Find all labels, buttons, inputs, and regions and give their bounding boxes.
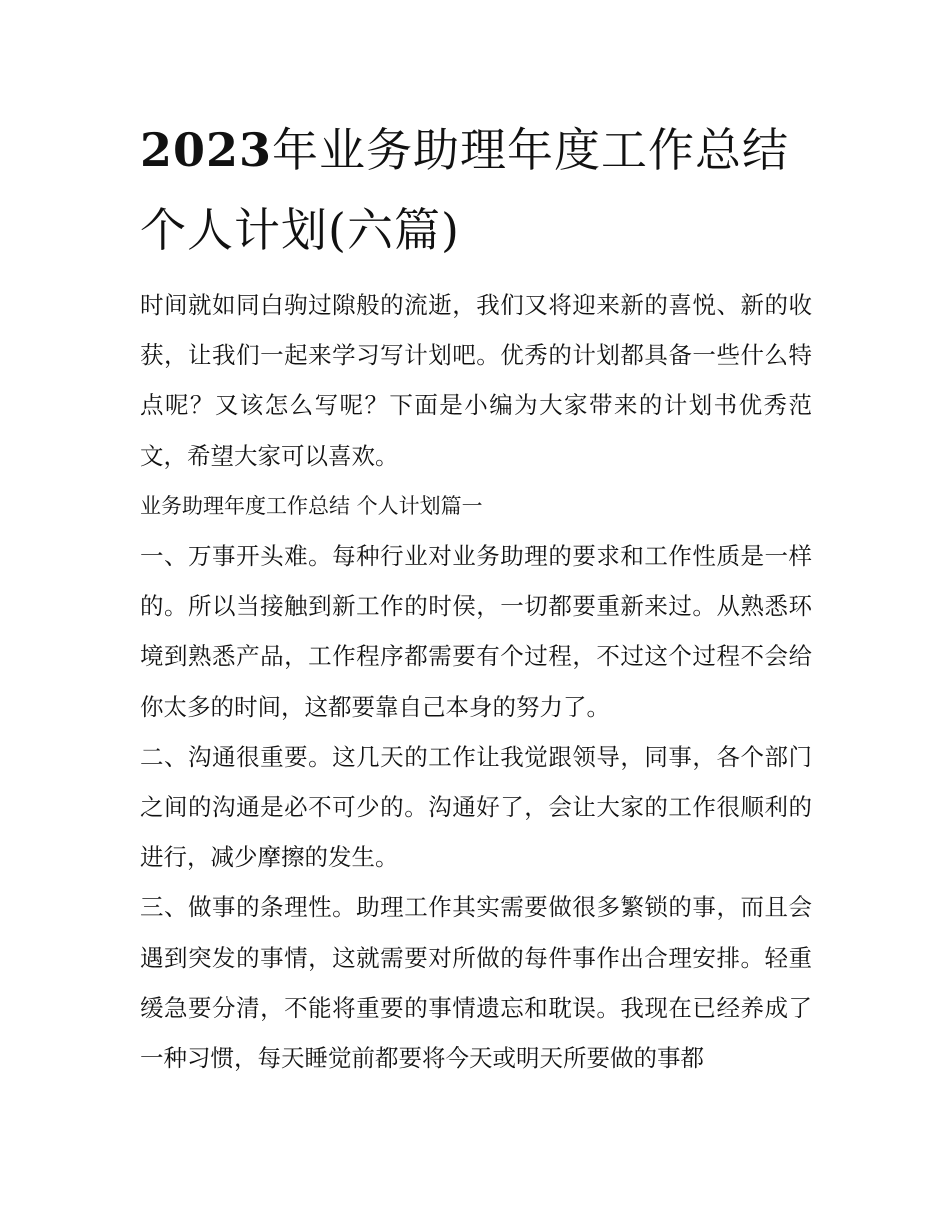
section-heading: 业务助理年度工作总结 个人计划篇一 [140, 493, 483, 518]
body-paragraph: 一、万事开头难。每种行业对业务助理的要求和工作性质是一样的。所以当接触到新工作的时侯，一切都要重新来过。从熟悉环境到熟悉产品，工作程序都需要有个过程，不过这个过程不会给你太多的时间，这都要靠自己本身的努力了。 [140, 542, 812, 721]
document-page [140, 110, 812, 1083]
document-body [140, 280, 812, 1083]
title-text: 年业务助理年度工作总结个人计划(六篇) [140, 123, 790, 257]
document-title [140, 110, 812, 270]
body-paragraph: 二、沟通很重要。这几天的工作让我觉跟领导，同事，各个部门之间的沟通是必不可少的。沟通好了，会让大家的工作很顺利的进行，减少摩擦的发生。 [140, 742, 812, 872]
body-paragraph: 三、做事的条理性。助理工作其实需要做很多繁锁的事，而且会遇到突发的事情，这就需要对所做的每件事作出合理安排。轻重缓急要分清，不能将重要的事情遗忘和耽误。我现在已经养成了一种习惯，每天睡觉前都要将今天或明天所要做的事都 [140, 893, 812, 1073]
intro-paragraph: 时间就如同白驹过隙般的流逝，我们又将迎来新的喜悦、新的收获，让我们一起来学习写计划吧。优秀的计划都具备一些什么特点呢？又该怎么写呢？下面是小编为大家带来的计划书优秀范文，希望大家可以喜欢。 [140, 291, 812, 470]
title-year: 2023 [140, 123, 273, 177]
